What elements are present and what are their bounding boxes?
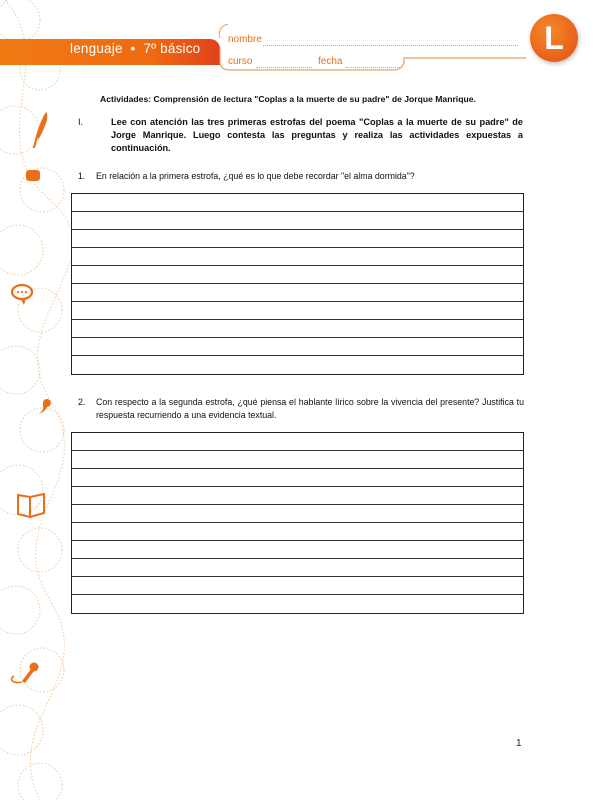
answer-line[interactable]: [72, 266, 523, 284]
answer-line[interactable]: [72, 212, 523, 230]
name-label: nombre: [228, 34, 262, 45]
comma-icon: [39, 399, 51, 414]
answer-line[interactable]: [72, 248, 523, 266]
answer-line[interactable]: [72, 302, 523, 320]
answer-line[interactable]: [72, 284, 523, 302]
answer-line[interactable]: [72, 469, 523, 487]
decorative-swirl-border: [0, 0, 70, 800]
answer-line[interactable]: [72, 595, 523, 613]
answer-line[interactable]: [72, 577, 523, 595]
open-book-icon: [18, 494, 44, 517]
student-info-fields: [218, 26, 518, 76]
page-number: 1: [516, 738, 522, 749]
question-1-answer-box[interactable]: [71, 193, 524, 375]
answer-line[interactable]: [72, 194, 523, 212]
question-1-text: En relación a la primera estrofa, ¿qué es lo que debe recordar "el alma dormida"?: [96, 171, 415, 181]
answer-line[interactable]: [72, 451, 523, 469]
date-label: fecha: [318, 56, 343, 67]
answer-line[interactable]: [72, 541, 523, 559]
field-frame: [214, 18, 534, 80]
question-1-number: 1.: [78, 171, 86, 181]
speech-bubble-icon: [12, 285, 32, 305]
course-field[interactable]: [256, 67, 312, 68]
question-2-text: Con respecto a la segunda estrofa, ¿qué piensa el hablante lírico sobre la vivencia del presente? Justifica tu respuesta recurriendo a una evidencia textual.: [96, 397, 524, 421]
date-field[interactable]: [346, 67, 402, 68]
answer-line[interactable]: [72, 523, 523, 541]
instruction-number: I.: [78, 117, 84, 127]
answer-line[interactable]: [72, 505, 523, 523]
answer-line[interactable]: [72, 433, 523, 451]
instruction-text: Lee con atención las tres primeras estrofas del poema "Coplas a la muerte de su padre" de Jorge Manrique. Luego contesta las preguntas y realiza las actividades expuestas a continuación.: [111, 117, 523, 154]
page-title: Actividades: Comprensión de lectura "Coplas a la muerte de su padre" de Jorque Manrique.: [100, 94, 476, 104]
answer-line[interactable]: [72, 487, 523, 505]
answer-line[interactable]: [72, 230, 523, 248]
microphone-icon: [12, 663, 39, 684]
answer-line[interactable]: [72, 559, 523, 577]
question-2-answer-box[interactable]: [71, 432, 524, 614]
name-field[interactable]: [263, 45, 518, 46]
inkwell-icon: [26, 170, 40, 181]
answer-line[interactable]: [72, 320, 523, 338]
answer-line[interactable]: [72, 338, 523, 356]
answer-line[interactable]: [72, 356, 523, 374]
course-label: curso: [228, 56, 253, 67]
question-2-number: 2.: [78, 397, 86, 407]
subject-logo: L: [530, 14, 578, 62]
quill-pen-icon: [33, 112, 47, 148]
subject-grade-label: lenguaje • 7º básico: [70, 41, 201, 56]
